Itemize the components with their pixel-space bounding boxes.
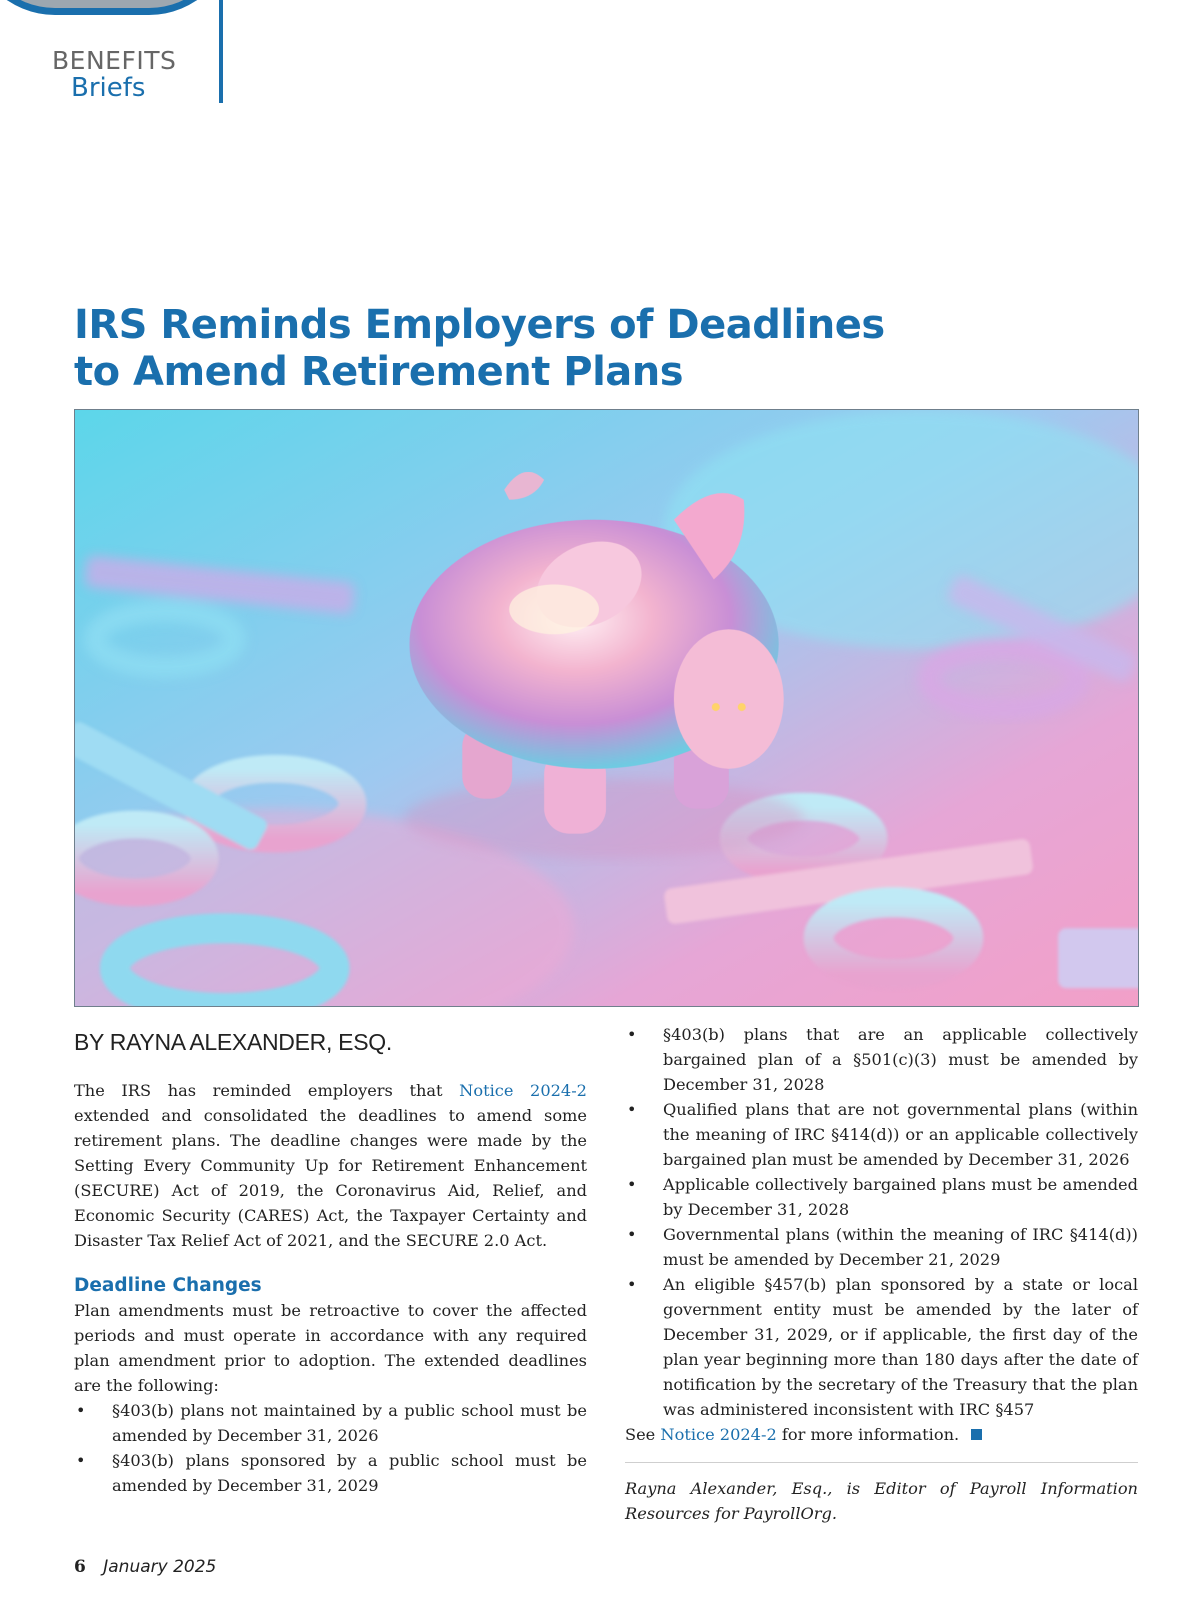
- section-subhead: Deadline Changes: [74, 1275, 262, 1296]
- hero-image: [74, 409, 1139, 1007]
- right-column: [625, 1022, 1138, 1526]
- article-title-line1: IRS Reminds Employers of Deadlines: [74, 302, 885, 348]
- article-title-line2: to Amend Retirement Plans: [74, 349, 684, 395]
- page-number: 6: [74, 1557, 86, 1577]
- deadline-list-left: [74, 1398, 587, 1498]
- article-title: [74, 302, 974, 396]
- end-of-article-icon: [971, 1429, 982, 1440]
- see-more-line: [625, 1422, 1138, 1447]
- bio-divider: [625, 1462, 1138, 1463]
- piggy-bank-illustration: [75, 410, 1138, 1006]
- page-footer: [74, 1557, 216, 1577]
- section-label-line2: Briefs: [71, 73, 146, 103]
- section-label: [52, 48, 176, 101]
- header-divider: [219, 0, 223, 103]
- list-item: • §403(b) plans not maintained by a public school must be amended by December 31, 2026: [74, 1398, 587, 1448]
- issue-date: January 2025: [103, 1557, 217, 1577]
- byline: BY RAYNA ALEXANDER, ESQ.: [74, 1029, 392, 1055]
- section-badge-arc: [0, 0, 234, 15]
- list-item: • §403(b) plans sponsored by a public school must be amended by December 31, 2029: [74, 1448, 587, 1498]
- changes-intro-paragraph: Plan amendments must be retroactive to cover the affected periods and must operate in accordance with any required plan amendment prior to adoption. The extended deadlines are the following:: [74, 1301, 587, 1395]
- deadline-list-right: [625, 1022, 1138, 1422]
- left-column: [74, 1022, 587, 1498]
- list-item: • Qualified plans that are not governmental plans (within the meaning of IRC §414(d)) or an applicable collectively bargained plan must be amended by December 31, 2026: [625, 1097, 1138, 1172]
- intro-paragraph: [74, 1078, 587, 1253]
- list-item: • Governmental plans (within the meaning of IRC §414(d)) must be amended by December 21, 2029: [625, 1222, 1138, 1272]
- intro-text-after: extended and consolidated the deadlines to amend some retirement plans. The deadline changes were made by the Setting Every Community Up for Retirement Enhancement (SECURE) Act of 2019, the Coronavirus Aid, Relief, and Economic Security (CARES) Act, the Taxpayer Certainty and Disaster Tax Relief Act of 2021, and the SECURE 2.0 Act.: [74, 1106, 587, 1250]
- list-item: • An eligible §457(b) plan sponsored by a state or local government entity must be amended by the later of December 31, 2029, or if applicable, the first day of the plan year beginning more than 180 days after the date of notification by the secretary of the Treasury that the plan was administered inconsistent with IRC §457: [625, 1272, 1138, 1422]
- author-bio: Rayna Alexander, Esq., is Editor of Payroll Information Resources for PayrollOrg.: [625, 1479, 1138, 1523]
- list-item: • Applicable collectively bargained plans must be amended by December 31, 2028: [625, 1172, 1138, 1222]
- intro-text-before: The IRS has reminded employers that: [74, 1081, 460, 1100]
- notice-link[interactable]: Notice 2024-2: [459, 1081, 587, 1100]
- section-label-line1: BENEFITS: [52, 46, 177, 75]
- notice-link-2[interactable]: Notice 2024-2: [660, 1425, 777, 1444]
- list-item: • §403(b) plans that are an applicable collectively bargained plan of a §501(c)(3) must be amended by December 31, 2028: [625, 1022, 1138, 1097]
- see-more-after: for more information.: [776, 1425, 960, 1444]
- see-more-before: See: [625, 1425, 661, 1444]
